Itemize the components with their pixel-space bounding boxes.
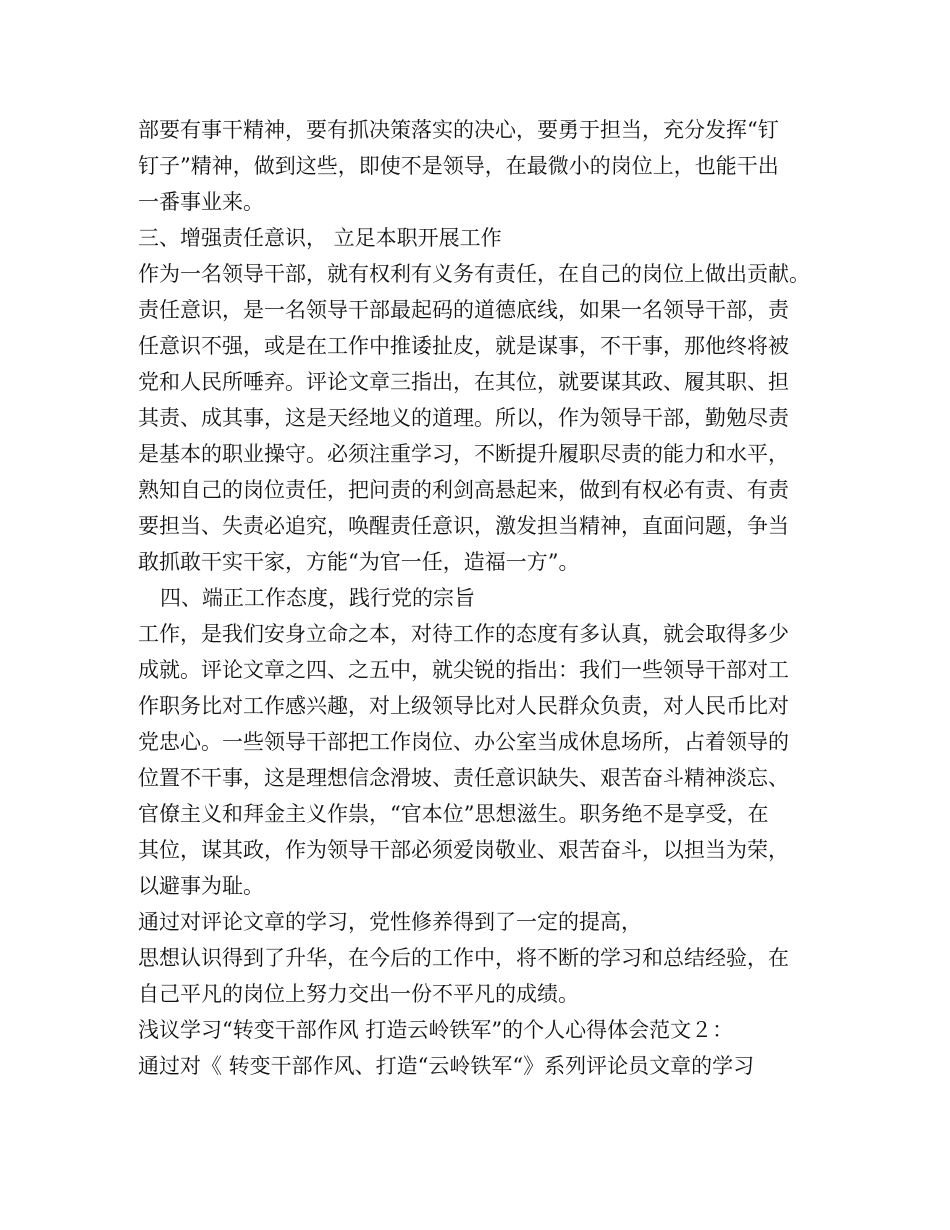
- article-title: 浅议学习“转变干部作风 打造云岭铁军”的个人心得体会范文２：: [138, 1018, 734, 1042]
- body-line: 成就。评论文章之四、之五中，就尖锐的指出：我们一些领导干部对工: [138, 658, 789, 682]
- body-line: 党忠心。一些领导干部把工作岗位、办公室当成休息场所，占着领导的: [138, 730, 789, 754]
- body-line: 作为一名领导干部，就有权利有义务有责任，在自己的岗位上做出贡献。: [138, 262, 810, 286]
- body-line: 其位，谋其政，作为领导干部必须爱岗敬业、艰苦奋斗，以担当为荣，: [138, 838, 789, 862]
- document-body: [138, 112, 828, 1084]
- body-line: 是基本的职业操守。必须注重学习，不断提升履职尽责的能力和水平，: [138, 442, 789, 466]
- body-line: 思想认识得到了升华，在今后的工作中，将不断的学习和总结经验，在: [138, 946, 789, 970]
- body-line: 党和人民所唾弃。评论文章三指出，在其位，就要谋其政、履其职、担: [138, 370, 789, 394]
- section-heading-4: 四、端正工作态度，践行党的宗旨: [160, 586, 475, 610]
- body-line: 敢抓敢干实干家，方能“为官一任，造福一方”。: [138, 550, 580, 574]
- body-line: 其责、成其事，这是天经地义的道理。所以，作为领导干部，勤勉尽责: [138, 406, 789, 430]
- body-line: 通过对《 转变干部作风、打造“云岭铁军“》系列评论员文章的学习: [138, 1054, 755, 1078]
- body-line: 任意识不强，或是在工作中推诿扯皮，就是谋事，不干事，那他终将被: [138, 334, 789, 358]
- body-line: 部要有事干精神，要有抓决策落实的决心，要勇于担当，充分发挥“钉: [138, 118, 779, 142]
- body-line: 作职务比对工作感兴趣，对上级领导比对人民群众负责，对人民币比对: [138, 694, 789, 718]
- body-line: 通过对评论文章的学习，党性修养得到了一定的提高，: [138, 910, 642, 934]
- body-line: 官僚主义和拜金主义作祟，“官本位”思想滋生。职务绝不是享受，在: [138, 802, 769, 826]
- body-line: 工作，是我们安身立命之本，对待工作的态度有多认真，就会取得多少: [138, 622, 789, 646]
- body-line: 责任意识，是一名领导干部最起码的道德底线，如果一名领导干部，责: [138, 298, 789, 322]
- body-line: 熟知自己的岗位责任，把问责的利剑高悬起来，做到有权必有责、有责: [138, 478, 789, 502]
- body-line: 钉子”精神，做到这些，即使不是领导，在最微小的岗位上，也能干出: [138, 154, 779, 178]
- section-heading-3: 三、增强责任意识， 立足本职开展工作: [138, 226, 502, 250]
- body-line: 以避事为耻。: [138, 874, 264, 898]
- body-line: 位置不干事，这是理想信念滑坡、责任意识缺失、艰苦奋斗精神淡忘、: [138, 766, 789, 790]
- body-line: 要担当、失责必追究，唤醒责任意识，激发担当精神，直面问题，争当: [138, 514, 789, 538]
- body-line: 一番事业来。: [138, 190, 264, 214]
- body-line: 自己平凡的岗位上努力交出一份不平凡的成绩。: [138, 982, 579, 1006]
